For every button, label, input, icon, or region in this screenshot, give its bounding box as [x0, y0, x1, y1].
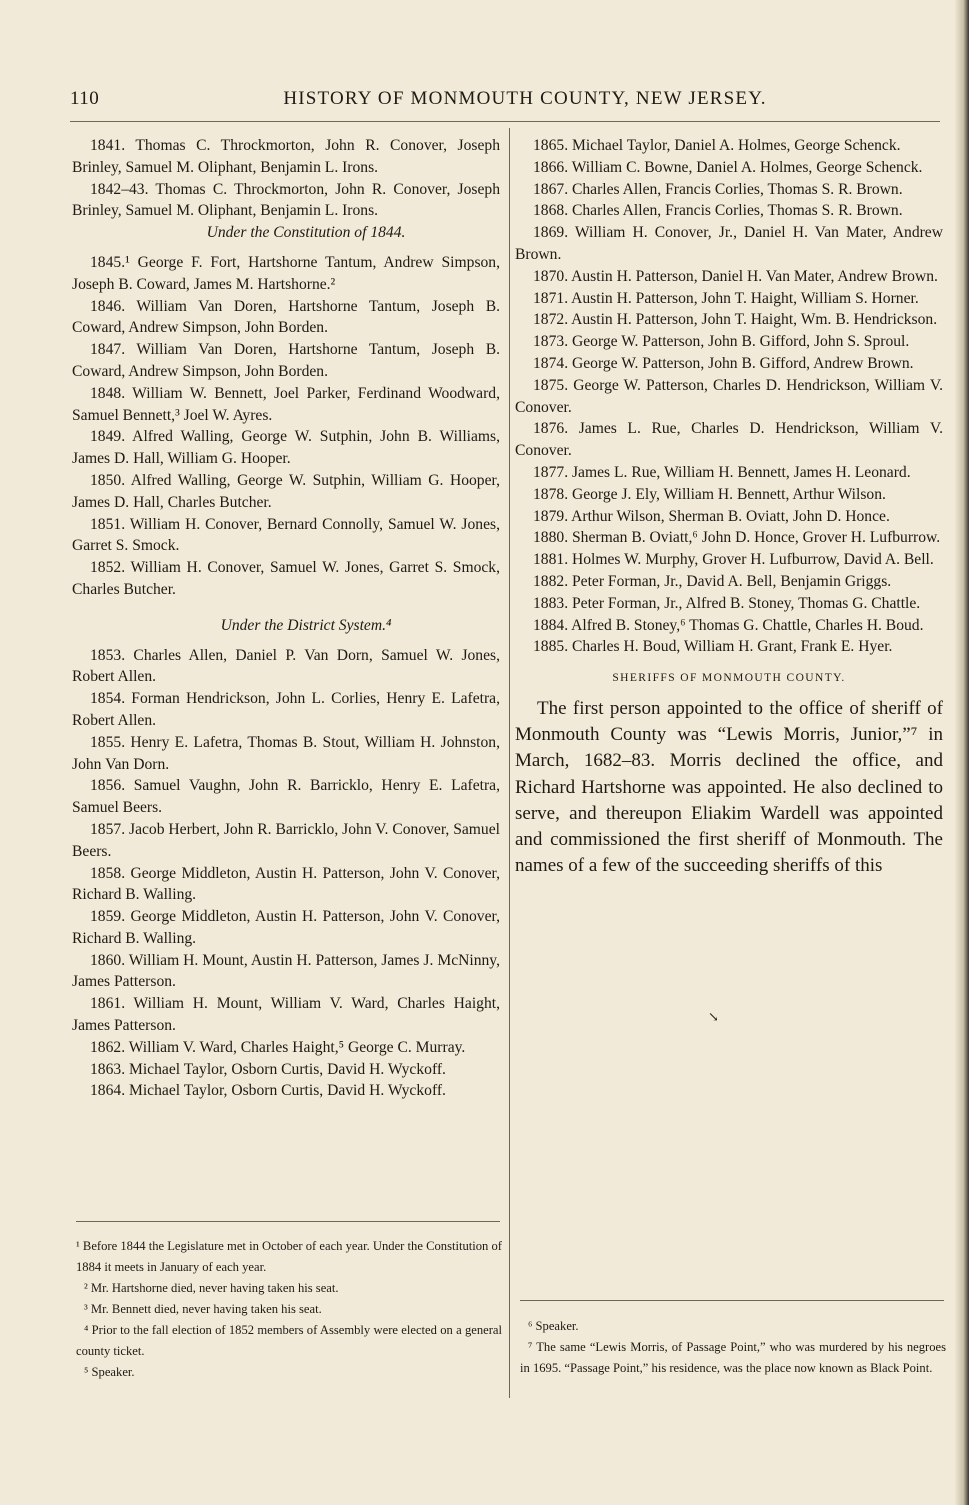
assembly-entry: 1849. Alfred Walling, George W. Sutphin, John B. Williams, James D. Hall, William G. Hooper.	[72, 428, 500, 468]
assembly-entry: 1846. William Van Doren, Hartshorne Tantum, Joseph B. Coward, Andrew Simpson, John Borden.	[72, 297, 500, 337]
assembly-entry: 1863. Michael Taylor, Osborn Curtis, David H. Wyckoff.	[90, 1060, 446, 1078]
footnotes-right	[520, 1316, 946, 1379]
assembly-entry: 1859. George Middleton, Austin H. Patterson, John V. Conover, Richard B. Walling.	[72, 908, 500, 947]
assembly-entry: 1851. William H. Conover, Bernard Connolly, Samuel W. Jones, Garret S. Smock.	[72, 515, 500, 555]
page-edge	[955, 0, 969, 1505]
assembly-entry: 1881. Holmes W. Murphy, Grover H. Lufburrow, David A. Bell.	[533, 551, 934, 569]
assembly-entry: 1855. Henry E. Lafetra, Thomas B. Stout, William H. Johnston, John Van Dorn.	[72, 733, 500, 773]
assembly-entry: 1854. Forman Hendrickson, John L. Corlies, Henry E. Lafetra, Robert Allen.	[72, 690, 500, 729]
assembly-list-continued	[515, 135, 943, 658]
assembly-entry: 1856. Samuel Vaughn, John R. Barricklo, Henry E. Lafetra, Samuel Beers.	[72, 777, 500, 817]
assembly-entry: 1878. George J. Ely, William H. Bennett, Arthur Wilson.	[533, 485, 886, 503]
assembly-entry: 1875. George W. Patterson, Charles D. Hendrickson, William V. Conover.	[515, 376, 943, 416]
assembly-entry: 1877. James L. Rue, William H. Bennett, James H. Leonard.	[533, 463, 911, 481]
right-column	[515, 135, 943, 879]
district-heading: Under the District System.⁴	[220, 616, 392, 634]
assembly-entry: 1860. William H. Mount, Austin H. Patterson, James J. McNinny, James Patterson.	[72, 951, 500, 991]
running-title: HISTORY OF MONMOUTH COUNTY, NEW JERSEY.	[283, 88, 767, 109]
assembly-entry: 1876. James L. Rue, Charles D. Hendrickson, William V. Conover.	[515, 420, 943, 460]
assembly-entry: 1861. William H. Mount, William V. Ward, Charles Haight, James Patterson.	[72, 995, 500, 1035]
page-header	[70, 88, 940, 114]
sheriffs-paragraph: The first person appointed to the office of sheriff of Monmouth County was “Lewis Morris, Junior,”⁷ in March, 1682–83. Morris declined the office, and Richard Hartshorne was appointed. He also declined to serve, and thereupon Eliakim Wardell was appointed and commissioned the first sheriff of Monmouth. The names of a few of the succeeding sheriffs of this	[515, 697, 943, 877]
left-column	[72, 135, 500, 1102]
footnote: ⁶ Speaker.	[528, 1319, 579, 1333]
footnote: ² Mr. Hartshorne died, never having taken his seat.	[84, 1281, 339, 1295]
assembly-entry: 1879. Arthur Wilson, Sherman B. Oviatt, John D. Honce.	[533, 507, 890, 525]
assembly-entry: 1842–43. Thomas C. Throckmorton, John R. Conover, Joseph Brinley, Samuel M. Oliphant, Benjamin L. Irons.	[72, 180, 500, 220]
constitution-heading: Under the Constitution of 1844.	[206, 224, 406, 242]
column-divider	[509, 128, 510, 1398]
assembly-entry: 1867. Charles Allen, Francis Corlies, Thomas S. R. Brown.	[533, 180, 903, 198]
footnotes-left	[76, 1236, 502, 1383]
assembly-entry: 1865. Michael Taylor, Daniel A. Holmes, George Schenck.	[533, 137, 901, 154]
sheriffs-heading: SHERIFFS OF MONMOUTH COUNTY.	[612, 672, 846, 685]
footnote-rule-left	[76, 1221, 500, 1222]
assembly-entry: 1866. William C. Bowne, Daniel A. Holmes, George Schenck.	[533, 158, 923, 176]
assembly-entry: 1850. Alfred Walling, George W. Sutphin, William G. Hooper, James D. Hall, Charles Butcher.	[72, 471, 500, 511]
assembly-entry: 1873. George W. Patterson, John B. Gifford, John S. Sproul.	[533, 333, 910, 351]
assembly-entry: 1848. William W. Bennett, Joel Parker, Ferdinand Woodward, Samuel Bennett,³ Joel W. Ayres.	[72, 384, 500, 424]
assembly-entry: 1852. William H. Conover, Samuel W. Jones, Garret S. Smock, Charles Butcher.	[72, 559, 500, 598]
assembly-entry: 1874. George W. Patterson, John B. Gifford, Andrew Brown.	[533, 354, 914, 372]
header-rule	[70, 121, 940, 122]
assembly-entry: 1847. William Van Doren, Hartshorne Tantum, Joseph B. Coward, Andrew Simpson, John Borden.	[72, 341, 500, 380]
assembly-entry: 1883. Peter Forman, Jr., Alfred B. Stoney, Thomas G. Chattle.	[533, 594, 921, 612]
assembly-entry: 1862. William V. Ward, Charles Haight,⁵ George C. Murray.	[90, 1038, 466, 1056]
assembly-entry: 1864. Michael Taylor, Osborn Curtis, David H. Wyckoff.	[90, 1082, 446, 1100]
footnote: ¹ Before 1844 the Legislature met in October of each year. Under the Constitution of 1884 it meets in January of each year.	[76, 1239, 502, 1274]
footnote: ⁵ Speaker.	[84, 1365, 135, 1379]
assembly-entry: 1858. George Middleton, Austin H. Patterson, John V. Conover, Richard B. Walling.	[72, 864, 500, 904]
assembly-list-early	[72, 135, 500, 222]
assembly-entry: 1885. Charles H. Boud, William H. Grant, Frank E. Hyer.	[533, 638, 893, 656]
footnote: ³ Mr. Bennett died, never having taken his seat.	[84, 1302, 322, 1316]
assembly-entry: 1869. William H. Conover, Jr., Daniel H. Van Mater, Andrew Brown.	[515, 224, 943, 263]
assembly-entry: 1882. Peter Forman, Jr., David A. Bell, Benjamin Griggs.	[533, 572, 892, 590]
assembly-entry: 1841. Thomas C. Throckmorton, John R. Conover, Joseph Brinley, Samuel M. Oliphant, Benjamin L. Irons.	[72, 137, 500, 176]
assembly-entry: 1872. Austin H. Patterson, John T. Haight, Wm. B. Hendrickson.	[533, 311, 938, 329]
ink-mark-icon: ↘	[708, 1009, 719, 1024]
page-number: 110	[70, 88, 100, 109]
assembly-entry: 1853. Charles Allen, Daniel P. Van Dorn, Samuel W. Jones, Robert Allen.	[72, 646, 500, 686]
assembly-entry: 1884. Alfred B. Stoney,⁶ Thomas G. Chattle, Charles H. Boud.	[533, 616, 924, 634]
footnote: ⁷ The same “Lewis Morris, of Passage Point,” who was murdered by his negroes in 1695. “Passage Point,” his residence, was the place now known as Black Point.	[520, 1340, 946, 1375]
assembly-entry: 1845.¹ George F. Fort, Hartshorne Tantum, Andrew Simpson, Joseph B. Coward, James M. Hartshorne.²	[72, 253, 500, 293]
assembly-list-constitution	[72, 252, 500, 601]
assembly-entry: 1868. Charles Allen, Francis Corlies, Thomas S. R. Brown.	[533, 202, 903, 220]
assembly-entry: 1870. Austin H. Patterson, Daniel H. Van Mater, Andrew Brown.	[533, 267, 938, 285]
assembly-entry: 1857. Jacob Herbert, John R. Barricklo, John V. Conover, Samuel Beers.	[72, 820, 500, 860]
footnote: ⁴ Prior to the fall election of 1852 members of Assembly were elected on a general county ticket.	[76, 1323, 502, 1358]
assembly-entry: 1880. Sherman B. Oviatt,⁶ John D. Honce, Grover H. Lufburrow.	[533, 529, 941, 547]
footnote-rule-right	[520, 1300, 944, 1301]
assembly-entry: 1871. Austin H. Patterson, John T. Haight, William S. Horner.	[533, 289, 919, 307]
assembly-list-district	[72, 645, 500, 1103]
